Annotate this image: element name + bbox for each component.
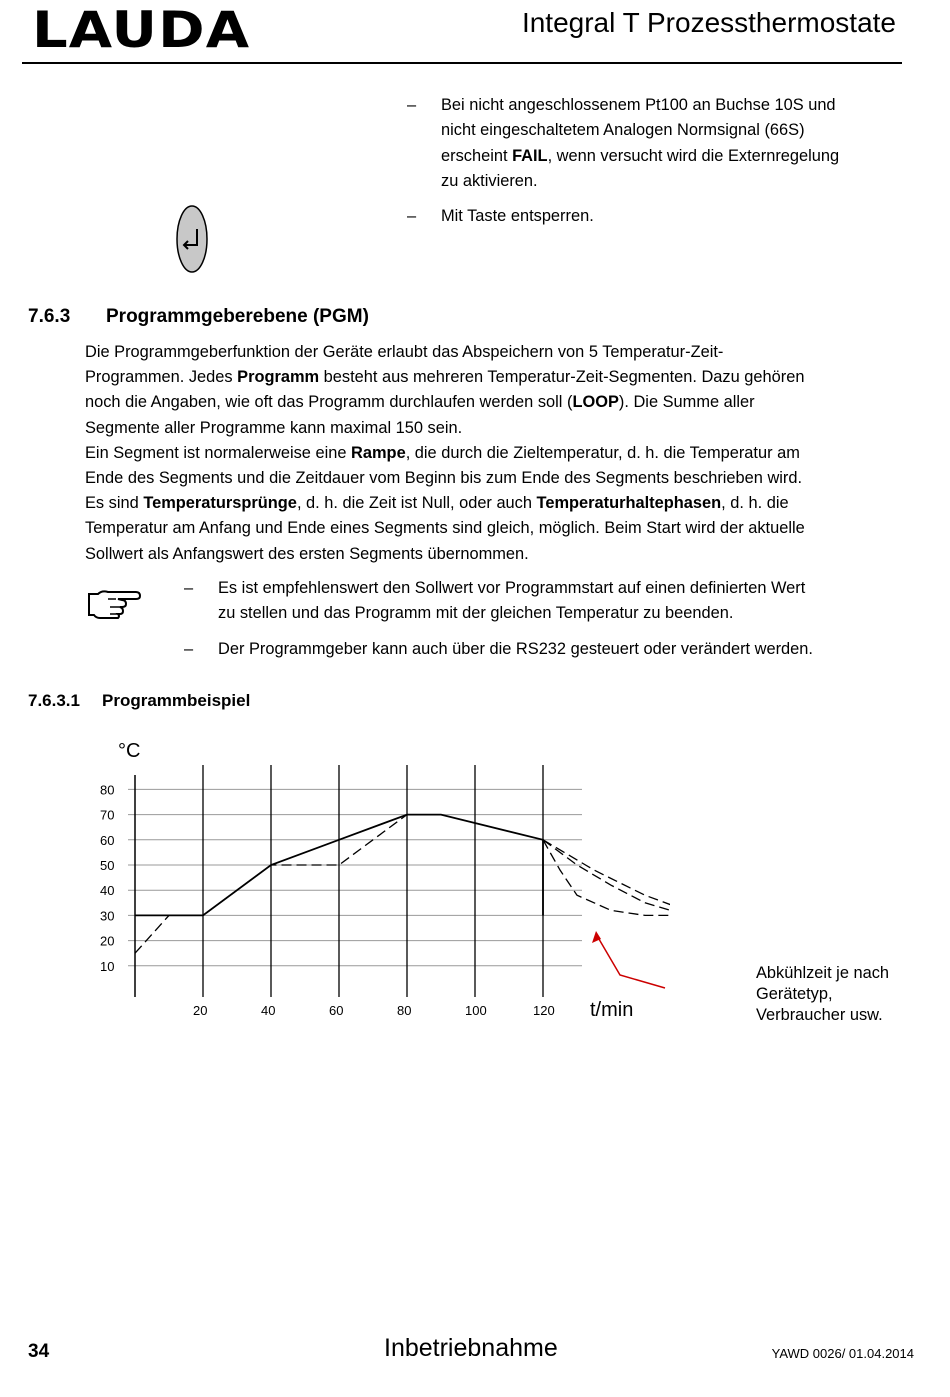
bullet-fail-info [407, 93, 840, 194]
annotation-arrow [596, 934, 665, 988]
note-line: Es ist empfehlenswert den Sollwert vor Programmstart auf einen definierten Wert [218, 579, 806, 597]
lauda-logo: LAUDA [32, 1, 251, 59]
chart-grid [128, 765, 582, 997]
y-tick-label: 40 [100, 883, 115, 899]
section-number: 7.6.3 [28, 306, 71, 327]
y-axis-label: °C [118, 740, 141, 762]
subsection-heading [28, 690, 250, 712]
note-rs232 [184, 637, 813, 662]
x-tick-label: 120 [533, 1003, 555, 1018]
fail-keyword: FAIL [512, 146, 548, 165]
y-tick-label: 20 [100, 933, 115, 949]
paragraph-line: Sollwert als Anfangswert des ersten Segments übernommen. [85, 544, 529, 563]
document-id: YAWD 0026/ 01.04.2014 [771, 1346, 914, 1361]
x-tick-label: 20 [193, 1003, 208, 1018]
bullet-dash: – [184, 579, 194, 597]
y-tick-label: 60 [100, 832, 115, 848]
x-tick-label: 100 [465, 1003, 487, 1018]
annotation-line: Abkühlzeit je nach [756, 964, 890, 982]
y-tick-label: 50 [100, 858, 115, 873]
header-divider [22, 62, 902, 64]
paragraph-line: Programmen. Jedes Programm besteht aus mehreren Temperatur-Zeit-Segmenten. Dazu gehören [85, 368, 805, 387]
y-tick-label: 70 [100, 807, 115, 823]
bullet-line: Mit Taste entsperren. [441, 207, 594, 225]
page-number: 34 [28, 1341, 50, 1362]
chart-series [135, 815, 670, 954]
document-title: Integral T Prozessthermostate [521, 7, 896, 38]
bullet-line: zu aktivieren. [441, 171, 538, 190]
paragraph-line: Ein Segment ist normalerweise eine Rampe, die durch die Zieltemperatur, d. h. die Temperatur am [85, 443, 800, 462]
section-paragraph [85, 340, 895, 567]
section-title: Programmgeberebene (PGM) [106, 306, 369, 327]
chapter-name: Inbetriebnahme [384, 1334, 558, 1362]
program-example-chart [90, 735, 670, 1035]
section-heading [28, 305, 369, 329]
paragraph-line: Temperatur am Anfang und Ende eines Segments sind gleich, möglich. Beim Start wird der aktuelle [85, 519, 805, 538]
bullet-dash: – [407, 207, 417, 225]
x-tick-label: 60 [329, 1003, 344, 1018]
chart-labels [100, 782, 555, 1018]
enter-key-icon [175, 203, 209, 275]
y-tick-label: 10 [100, 958, 115, 974]
x-axis-label: t/min [590, 999, 634, 1021]
x-tick-label: 80 [397, 1003, 412, 1018]
paragraph-line: noch die Angaben, wie oft das Programm durchlaufen werden soll (LOOP). Die Summe aller [85, 393, 755, 412]
bullet-dash: – [407, 96, 417, 114]
note-line: zu stellen und das Programm mit der gleichen Temperatur zu beenden. [218, 604, 734, 623]
y-tick-label: 30 [100, 908, 115, 924]
chart-annotation [756, 963, 889, 1026]
paragraph-line: Es sind Temperatursprünge, d. h. die Zeit ist Null, oder auch Temperaturhaltephasen, d. h. die [85, 494, 789, 513]
y-tick-label: 80 [100, 782, 115, 798]
subsection-number: 7.6.3.1 [28, 691, 80, 710]
bullet-line: Bei nicht angeschlossenem Pt100 an Buchse 10S und [441, 96, 836, 114]
paragraph-line: Ende des Segments und die Zeitdauer vom Beginn bis zum Ende des Segments beschrieben wird. [85, 469, 803, 488]
pointing-hand-icon [86, 586, 142, 620]
bullet-dash: – [184, 640, 194, 658]
annotation-line: Verbraucher usw. [756, 1006, 883, 1024]
bullet-line: erscheint FAIL, wenn versucht wird die Externregelung [441, 146, 840, 165]
bullet-line: nicht eingeschaltetem Analogen Normsignal (66S) [441, 121, 805, 140]
annotation-line: Gerätetyp, [756, 985, 833, 1003]
x-tick-label: 40 [261, 1003, 276, 1018]
bullet-unlock [407, 204, 594, 229]
note-line: Der Programmgeber kann auch über die RS232 gesteuert oder verändert werden. [218, 640, 813, 658]
note-setpoint [184, 576, 806, 627]
paragraph-line: Die Programmgeberfunktion der Geräte erlaubt das Abspeichern von 5 Temperatur-Zeit- [85, 343, 724, 361]
paragraph-line: Segmente aller Programme kann maximal 150 sein. [85, 418, 463, 437]
subsection-title: Programmbeispiel [102, 691, 251, 710]
